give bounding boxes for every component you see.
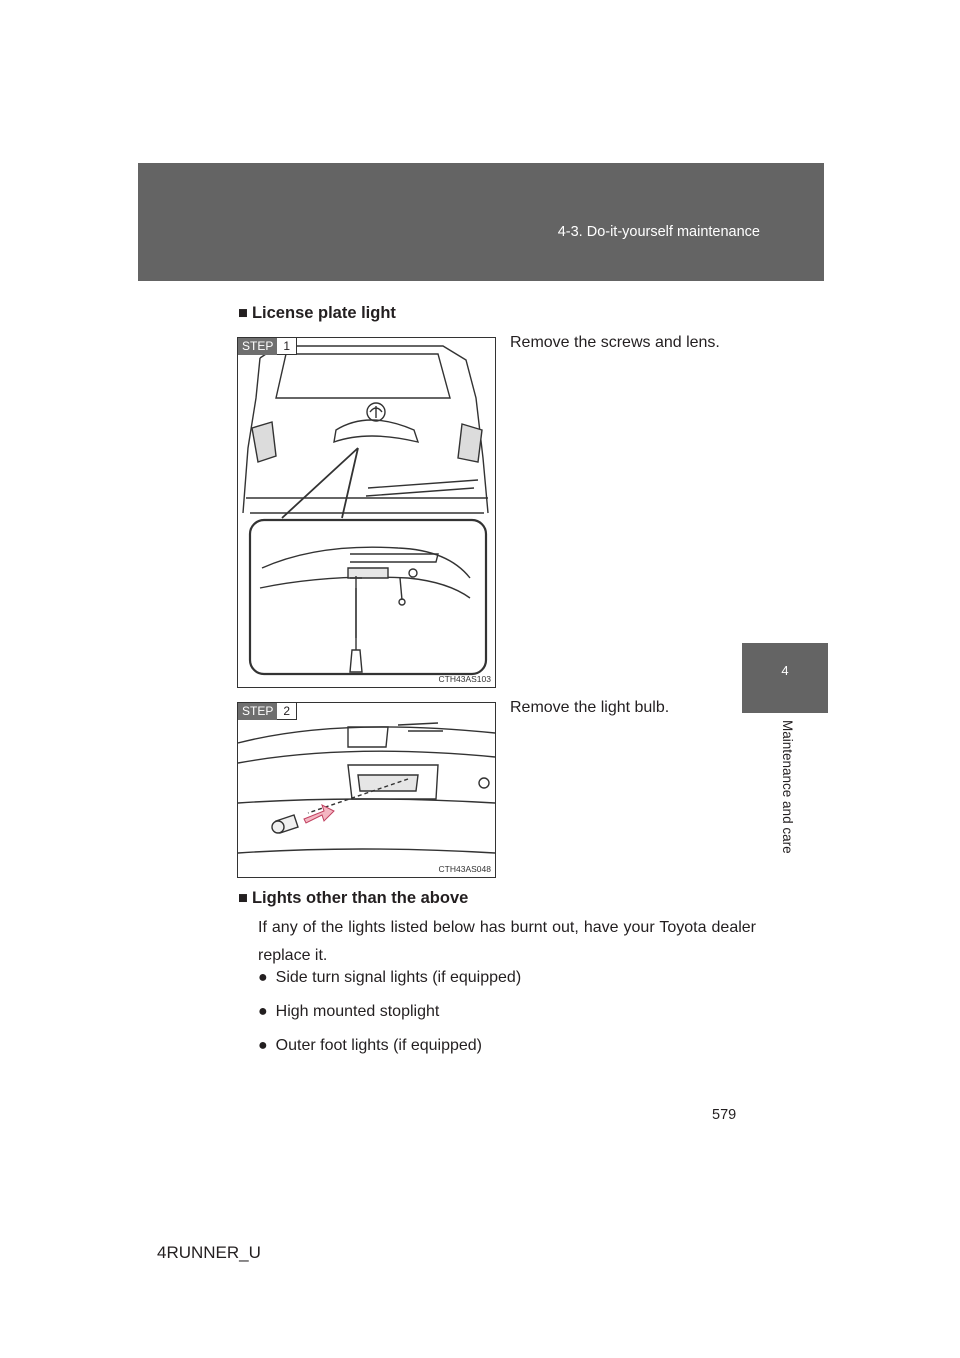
vehicle-rear-illustration — [238, 338, 495, 687]
license-light-bulb-illustration — [238, 703, 495, 877]
page-number: 579 — [712, 1107, 737, 1123]
circle-bullet-icon: ● — [258, 969, 268, 986]
other-lights-title: Lights other than the above — [251, 889, 469, 907]
header-bar — [138, 163, 824, 281]
license-plate-heading — [238, 304, 396, 323]
license-plate-title: License plate light — [251, 304, 396, 322]
document-code: 4RUNNER_U — [157, 1243, 261, 1262]
bullet-item: ● Side turn signal lights (if equipped) — [258, 969, 522, 986]
step-1-figure — [237, 337, 496, 688]
bullet-item: ● Outer foot lights (if equipped) — [258, 1037, 483, 1054]
step-2-figure-code: CTH43AS048 — [438, 864, 491, 874]
step-2-instruction: Remove the light bulb. — [510, 699, 670, 716]
circle-bullet-icon: ● — [258, 1037, 268, 1054]
step-1-instruction: Remove the screws and lens. — [510, 334, 720, 351]
step-2-figure — [237, 702, 496, 878]
chapter-tab-label: Maintenance and care — [780, 720, 795, 854]
step-1-figure-code: CTH43AS103 — [438, 674, 491, 684]
step-2-badge: STEP 2 — [238, 703, 297, 720]
circle-bullet-icon: ● — [258, 1003, 268, 1020]
step-1-badge: STEP 1 — [238, 338, 297, 355]
bullet-item: ● High mounted stoplight — [258, 1003, 440, 1020]
chapter-tab[interactable] — [742, 643, 828, 713]
section-header-title: 4-3. Do-it-yourself maintenance — [557, 224, 760, 240]
other-lights-heading — [238, 889, 468, 908]
other-lights-paragraph: If any of the lights listed below has burnt out, have your Toyota dealer replace it. — [258, 919, 756, 964]
chapter-tab-number: 4 — [781, 663, 789, 678]
square-bullet-icon: ■ — [238, 889, 248, 907]
square-bullet-icon: ■ — [238, 304, 248, 322]
